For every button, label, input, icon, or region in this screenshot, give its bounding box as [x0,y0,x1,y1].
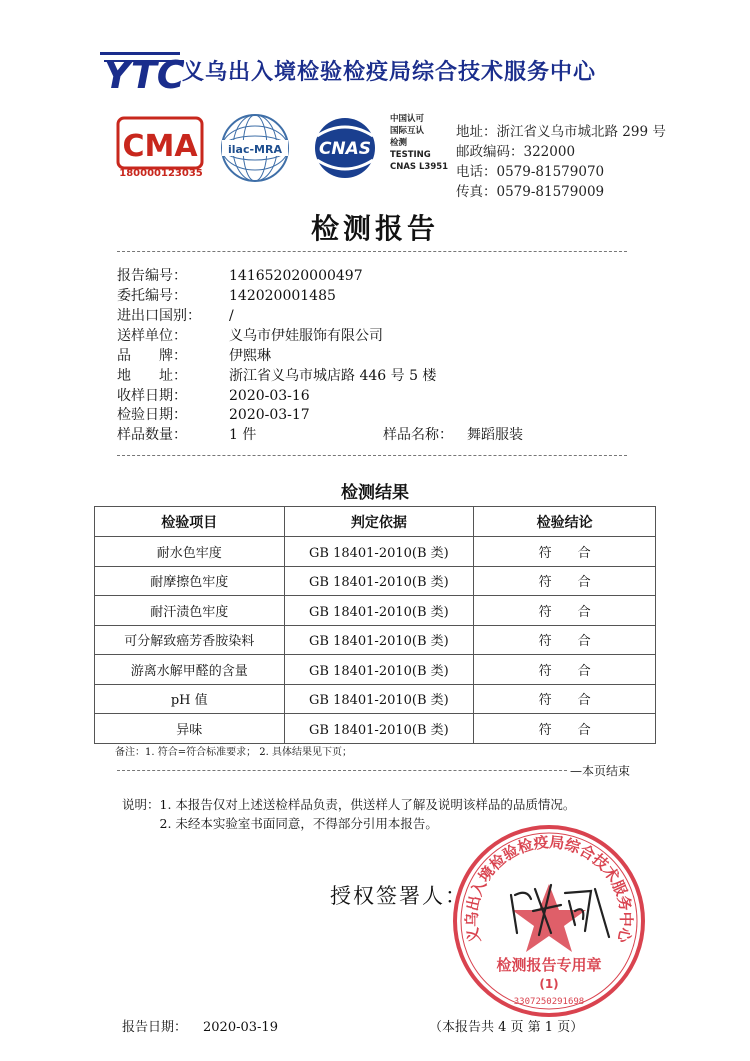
table-row: 异味 GB 18401-2010(B 类) 符 合 [95,714,656,744]
svg-text:ilac-MRA: ilac-MRA [228,143,282,156]
table-row: 游离水解甲醛的含量 GB 18401-2010(B 类) 符 合 [95,655,656,685]
svg-text:3307250291698: 3307250291698 [513,997,585,1007]
header-basis: 判定依据 [284,507,474,537]
cma-number: 180000123035 [119,168,203,179]
divider-middle [117,455,627,456]
table-row: 可分解致癌芳香胺染料 GB 18401-2010(B 类) 符 合 [95,625,656,655]
ytc-logo [100,42,188,98]
results-header-row [95,507,656,537]
table-row: 耐汗渍色牢度 GB 18401-2010(B 类) 符 合 [95,596,656,626]
contact-info [456,122,666,202]
note-line: 2. 未经本实验室书面同意，不得部分引用本报告。 [122,816,438,831]
svg-text:CMA: CMA [122,129,198,164]
organization-name: 义乌出入境检验检疫局综合技术服务中心 [182,59,597,85]
stamp-outer-text: 义乌出入境检验检疫局综合技术服务中心 [462,833,636,945]
contact-fax: 传真：0579-81579009 [456,184,605,200]
results-title: 检测结果 [341,483,409,503]
header-item: 检验项目 [95,507,285,537]
report-date: 报告日期： 2020-03-19 [122,1020,278,1035]
header-conclusion: 检验结论 [474,507,656,537]
table-row: 耐摩擦色牢度 GB 18401-2010(B 类) 符 合 [95,566,656,596]
cnas-logo [303,116,387,180]
remark: 备注：1. 符合=符合标准要求； 2. 具体结果见下页； [115,747,352,758]
contact-phone: 电话：0579-81579070 [456,164,605,180]
table-row: 耐水色牢度 GB 18401-2010(B 类) 符 合 [95,537,656,567]
ilac-mra-logo [218,112,292,184]
results-table [94,506,656,744]
cnas-accreditation-text: 中国认可 国际互认 检测 TESTING CNAS L3951 [390,114,449,172]
divider-top [117,251,627,252]
svg-text:检测报告专用章: 检测报告专用章 [496,956,602,974]
page-end-label: —本页结束 [570,764,631,778]
svg-text:CNAS: CNAS [318,139,372,159]
svg-text:YTC: YTC [103,53,185,97]
divider-end [117,770,567,771]
table-row: pH 值 GB 18401-2010(B 类) 符 合 [95,684,656,714]
note-line: 说明：1. 本报告仅对上述送检样品负责，供送样人了解及说明该样品的品质情况。 [122,797,576,812]
contact-address: 地址：浙江省义乌市城北路 299 号 [456,124,666,140]
contact-postcode: 邮政编码：322000 [456,144,576,160]
info-sample-name: 样品名称： 舞蹈服装 [383,427,523,443]
handwritten-signature [505,875,615,945]
authorized-signer-label: 授权签署人： [330,884,468,908]
report-title: 检测报告 [310,212,439,245]
svg-text:(1): (1) [539,977,559,991]
page-info: （本报告共 4 页 第 1 页） [429,1020,584,1035]
